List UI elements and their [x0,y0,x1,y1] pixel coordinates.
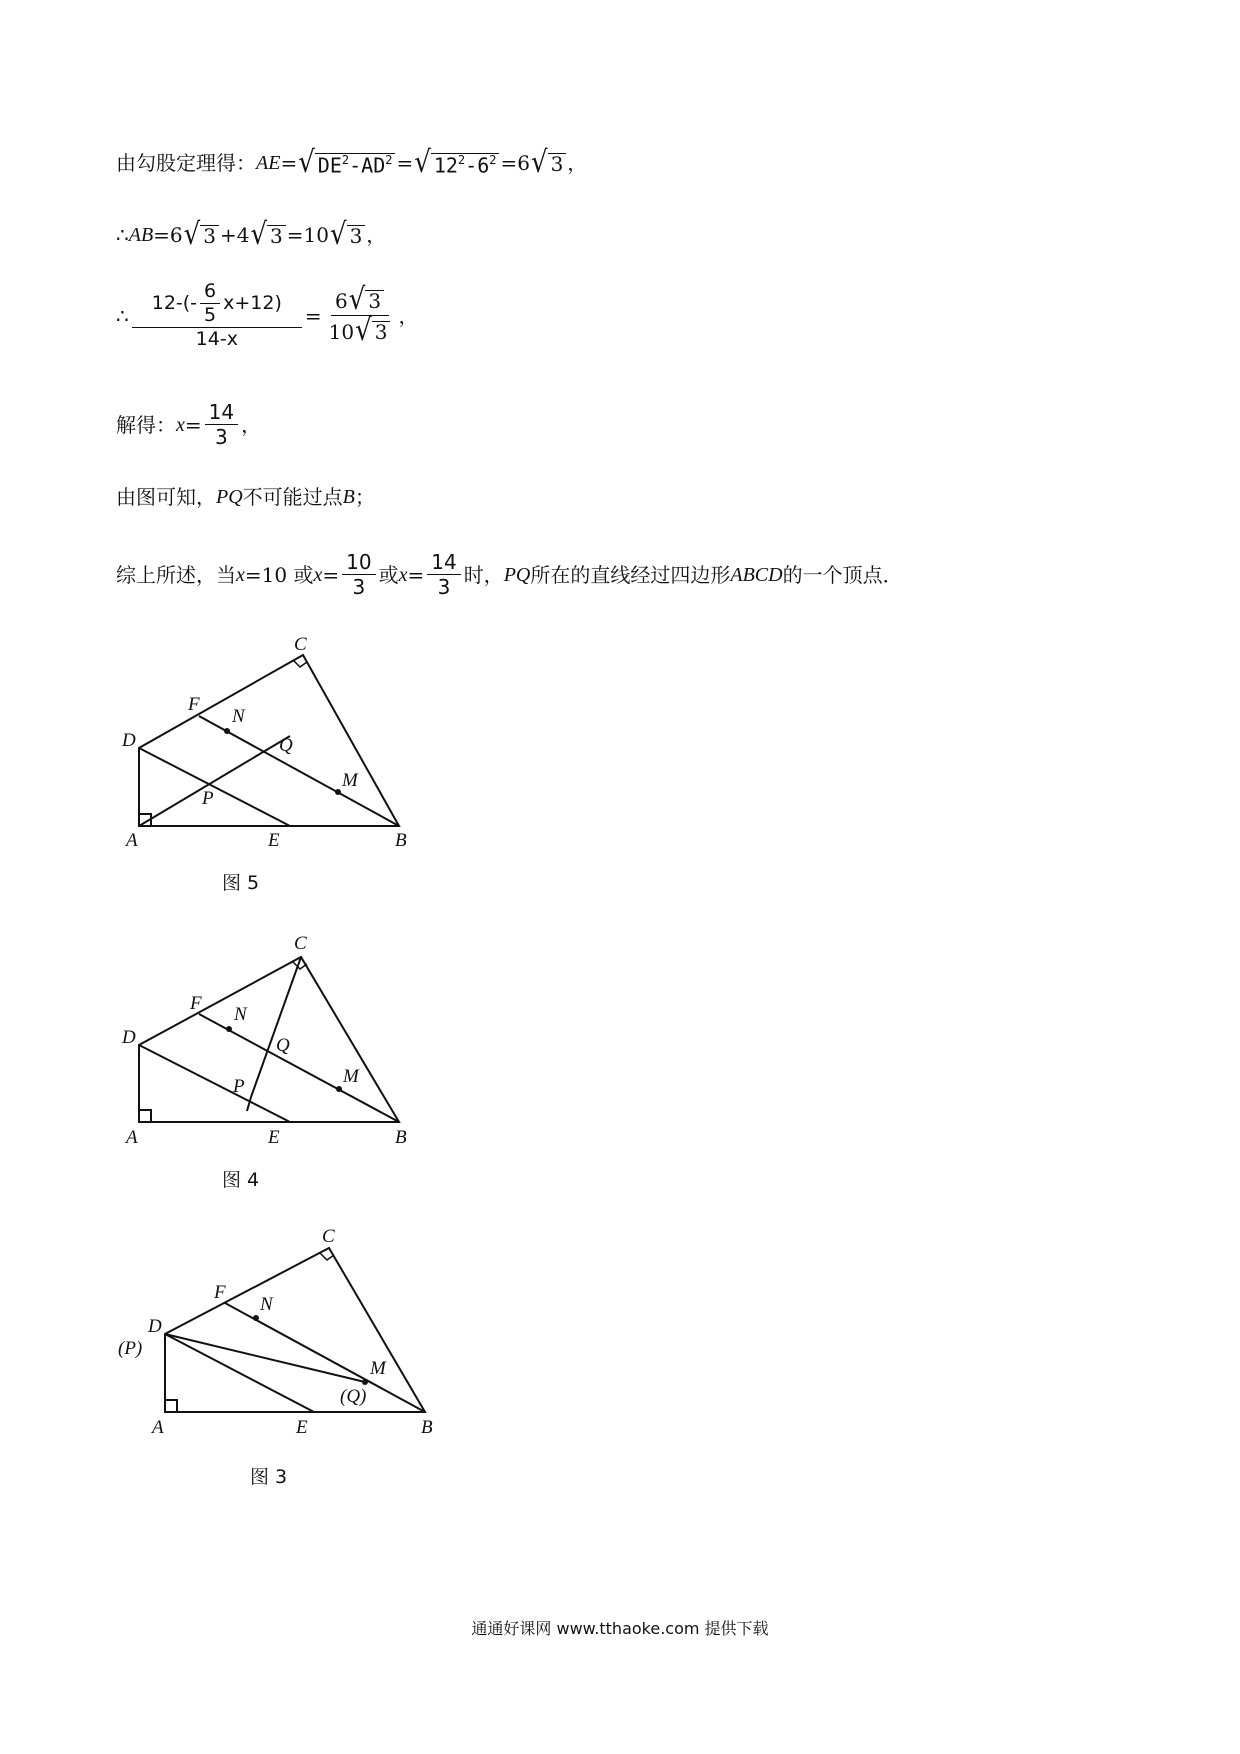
figure-4-caption: 图 4 [222,1169,260,1191]
label-e: E [268,1127,280,1148]
text: 3 [347,225,366,248]
figure-5-caption: 图 5 [222,872,260,894]
text: ， [366,223,387,247]
text: 14 [205,402,238,425]
text: 3 [548,153,567,176]
text: =10 [286,223,329,247]
text: 12 [433,153,458,178]
sqrt-de-ad: √ $DE^2-AD^2$ [298,150,395,176]
var-ae: AE [256,152,281,174]
label-n: N [232,706,245,727]
text: =10 或 [244,562,314,587]
text: 3 [352,575,366,599]
text: 或 [378,562,399,587]
figure-4-diagram [110,925,430,1155]
text: 10 [342,552,375,575]
sqrt-3: √ 3 [250,222,285,248]
text: ， [567,151,588,175]
fraction-right: 6 √ 3 10 √ 3 [325,287,396,344]
text: 12-(- [151,292,198,314]
text: 3 [200,225,219,248]
fraction-left [132,282,302,349]
equation-line-4 [116,402,261,447]
label-q: (Q) [340,1386,367,1407]
text: 3 [437,575,451,599]
text: 3 [365,290,384,313]
text: 6 [517,151,530,175]
point-n [226,1026,232,1032]
label-a: A [152,1417,164,1438]
var-pq: PQ [503,563,531,586]
var-ab: AB [128,224,154,246]
label-p: P [233,1076,245,1097]
text: 3 [267,225,286,248]
text: ∴ [116,223,129,247]
var-pq: PQ [216,486,243,508]
text: = [322,562,340,587]
text: 综上所述，当 [116,562,236,587]
label-c: C [294,933,307,954]
equation-line-3 [116,282,418,349]
text: 所在的直线经过四边形 [530,562,731,587]
text: x+12) [223,292,282,314]
text-line-5 [116,487,375,507]
label-q: Q [279,735,293,756]
text: 不可能过点 [242,485,343,509]
label-f: F [190,993,202,1014]
text: = [500,151,518,175]
label-d: D [122,730,136,751]
point-m [335,789,341,795]
text: ， [398,303,419,328]
text: 14 [427,552,460,575]
label-b: B [421,1417,433,1438]
label-a: A [126,1127,138,1148]
text: 6 [200,282,220,304]
figure-5-diagram [110,630,430,860]
fraction-14-3 [205,402,238,447]
text: = [396,151,414,175]
point-m [336,1086,342,1092]
equation-line-2 [116,217,387,253]
text: ∴ [116,303,129,328]
label-m: M [342,770,358,791]
label-p: (P) [118,1338,143,1359]
label-m: M [343,1066,359,1087]
point-n [224,728,230,734]
var-b: B [342,486,355,508]
text: 6 [477,153,490,178]
text: 时， [463,562,504,587]
text: 3 [372,321,391,344]
var-x: x [176,413,185,436]
label-m: M [370,1358,386,1379]
label-a: A [126,830,138,851]
text: +4 [219,223,250,247]
label-c: C [322,1226,335,1247]
text: 3 [215,425,228,449]
figure-3-caption: 图 3 [250,1466,288,1488]
text: AD [361,153,386,178]
text: ； [354,485,375,509]
text: = [280,151,298,175]
label-n: N [234,1004,247,1025]
label-e: E [296,1417,308,1438]
text: 2 [385,153,393,167]
page-footer: 通通好课网 www.tthaoke.com 提供下载 [471,1619,769,1638]
text: 由图可知， [116,485,216,509]
label-p: P [202,788,214,809]
fraction-inner [200,282,220,325]
label-b: B [395,830,407,851]
text: 14-x [195,328,238,350]
text: - [465,153,478,178]
sqrt-12-6: √ $12^2-6^2$ [414,150,499,176]
point-m [362,1379,368,1385]
sqrt-3: √ 3 [330,222,365,248]
label-d: D [148,1316,162,1337]
sqrt-3: √ 3 [531,150,566,176]
text: = [184,412,202,437]
text: DE [317,153,342,178]
text: = [304,303,322,328]
figure-3-diagram [110,1222,450,1452]
text: ， [241,412,262,437]
point-n [253,1315,259,1321]
var-x: x [313,563,323,586]
fraction-10-3 [342,552,375,597]
text: 解得： [116,412,176,437]
text: 10 [328,320,355,344]
text: 由勾股定理得： [116,151,256,175]
text: 2 [341,153,350,167]
label-n: N [260,1294,273,1315]
label-b: B [395,1127,407,1148]
label-c: C [294,634,307,655]
text: 6 [335,289,348,313]
label-f: F [214,1282,226,1303]
text: =6 [153,223,183,247]
text: = [407,562,425,587]
text: 2 [457,153,466,167]
text: - [349,153,362,178]
label-d: D [122,1027,136,1048]
label-f: F [188,694,200,715]
text: 的一个顶点． [782,562,903,587]
var-x: x [236,563,245,586]
var-x: x [398,563,408,586]
fraction-14-3 [427,552,460,597]
text: 5 [204,304,217,326]
label-e: E [268,830,280,851]
text: 2 [489,153,497,167]
var-abcd: ABCD [730,563,783,586]
label-q: Q [276,1035,290,1056]
equation-line-1 [116,145,588,181]
text-line-6 [116,552,903,597]
sqrt-3: √ 3 [184,222,219,248]
